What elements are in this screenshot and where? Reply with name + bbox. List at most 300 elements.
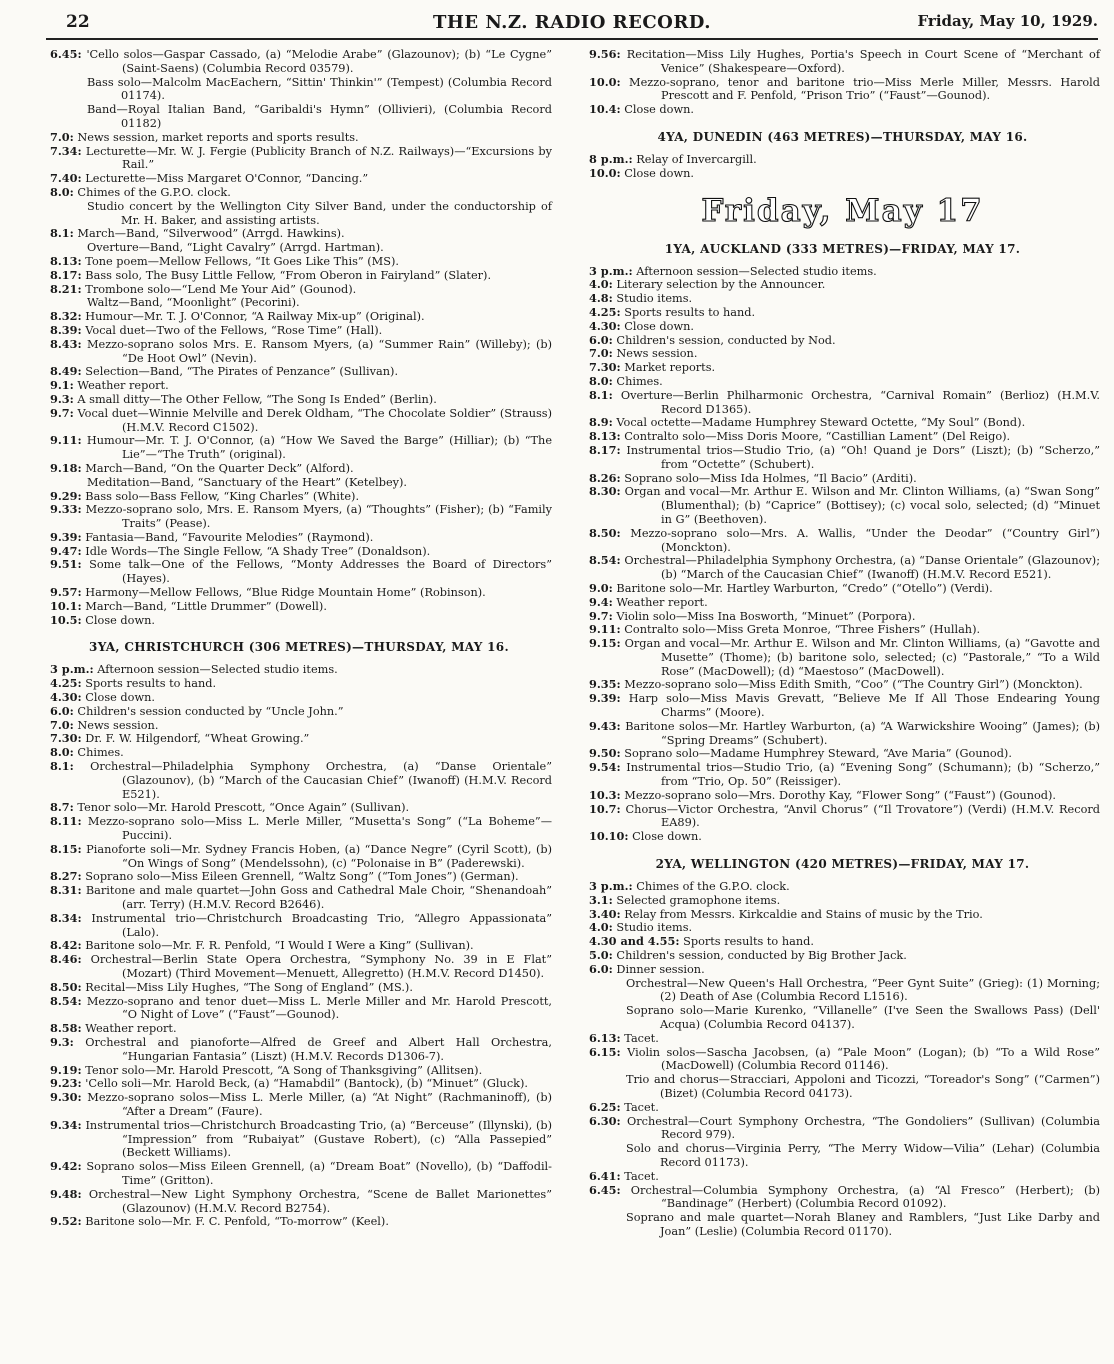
programme-time: 6.30: — [589, 1113, 621, 1128]
page-header — [46, 8, 1098, 40]
programme-time: 8.11: — [50, 814, 82, 829]
programme-text: Trombone solo—“Lend Me Your Aid” (Gounod). — [85, 282, 357, 296]
programme-time: 8.50: — [50, 979, 82, 994]
programme-item — [585, 347, 1100, 361]
programme-text: Mezzo-soprano, tenor and baritone trio—Miss Merle Miller, Messrs. Harold Prescott and F. Penfold, “Prison Trio” (“Faust”—Gounod). — [629, 75, 1100, 103]
programme-time: 8.58: — [50, 1021, 82, 1036]
programme-text: Orchestral—Court Symphony Orchestra, “The Gondoliers” (Sullivan) (Columbia Record 979). — [627, 1114, 1100, 1142]
programme-item — [585, 485, 1100, 526]
programme-item — [585, 265, 1100, 279]
programme-text: Studio concert by the Wellington City Silver Band, under the conductorship of Mr. H. Baker, and assisting artists. — [87, 199, 552, 227]
programme-item — [46, 705, 552, 719]
programme-text: Close down. — [624, 103, 694, 117]
programme-time: 9.0: — [589, 580, 613, 595]
programme-text: Tenor solo—Mr. Harold Prescott, “A Song of Thanksgiving” (Allitsen). — [85, 1063, 483, 1077]
programme-text: Tenor solo—Mr. Harold Prescott, “Once Again” (Sullivan). — [77, 801, 410, 815]
programme-time: 10.10: — [589, 829, 629, 844]
programme-item — [585, 1170, 1100, 1184]
programme-time: 8.39: — [50, 322, 82, 337]
programme-item — [585, 1046, 1100, 1074]
programme-text: Vocal octette—Madame Humphrey Steward Octette, “My Soul” (Bond). — [616, 416, 1026, 430]
programme-time: 9.19: — [50, 1062, 82, 1077]
programme-item — [46, 815, 552, 843]
programme-text: Harp solo—Miss Mavis Grevatt, “Believe Me If All Those Endearing Young Charms” (Moore). — [628, 692, 1101, 720]
programme-text: Selected gramophone items. — [616, 893, 781, 907]
left-column — [46, 48, 552, 1229]
programme-item — [46, 200, 552, 228]
programme-time: 9.15: — [589, 636, 621, 651]
programme-time: 3.40: — [589, 906, 621, 921]
programme-time: 8.7: — [50, 800, 74, 815]
programme-time: 9.48: — [50, 1186, 82, 1201]
issue-date: Friday, May 10, 1929. — [917, 12, 1098, 30]
programme-time: 4.30: — [589, 318, 621, 333]
programme-item — [585, 554, 1100, 582]
programme-time: 10.0: — [589, 165, 621, 180]
programme-time: 8.42: — [50, 938, 82, 953]
programme-text: Baritone solo—Mr. F. C. Penfold, “To-morrow” (Keel). — [85, 1215, 389, 1229]
programme-time: 8.13: — [589, 429, 621, 444]
programme-time: 4.25: — [589, 304, 621, 319]
programme-item — [46, 269, 552, 283]
programme-text: Relay of Invercargill. — [636, 152, 757, 166]
programme-text: Soprano and male quartet—Norah Blaney and Ramblers, “Just Like Darby and Joan” (Leslie) (Columbia Record 01170). — [626, 1211, 1100, 1238]
programme-text: Soprano solo—Marie Kurenko, “Villanelle” (I've Seen the Swallows Pass) (Dell' Acqua) (Columbia Record 04137). — [626, 1004, 1100, 1032]
programme-item — [585, 963, 1100, 977]
programme-time: 8.1: — [589, 387, 613, 402]
programme-text: Tacet. — [624, 1169, 659, 1183]
programme-item — [46, 732, 552, 746]
programme-text: Soprano solo—Miss Eileen Grennell, “Waltz Song” (“Tom Jones”) (German). — [85, 870, 519, 884]
programme-text: Overture—Berlin Philharmonic Orchestra, “Carnival Romain” (Berlioz) (H.M.V. Record D1365). — [620, 388, 1100, 416]
programme-time: 4.30 and 4.55: — [589, 934, 680, 949]
programme-item — [585, 472, 1100, 486]
programme-text: Recital—Miss Lily Hughes, “The Song of England” (MS.). — [85, 980, 413, 994]
programme-item — [585, 596, 1100, 610]
programme-time: 9.42: — [50, 1159, 82, 1174]
programme-text: Trio and chorus—Stracciari, Appoloni and Ticozzi, “Toreador's Song” (“Carmen”) (Bizet) (Columbia Record 04173). — [626, 1073, 1100, 1100]
programme-item — [585, 1142, 1100, 1170]
programme-text: Vocal duet—Two of the Fellows, “Rose Time” (Hall). — [85, 323, 383, 337]
programme-time: 8.21: — [50, 281, 82, 296]
programme-time: 8.0: — [589, 373, 613, 388]
programme-time: 8.9: — [589, 415, 613, 430]
programme-text: Close down. — [85, 613, 155, 627]
programme-text: Baritone solo—Mr. F. R. Penfold, “I Would I Were a King” (Sullivan). — [85, 939, 474, 953]
programme-item — [585, 527, 1100, 555]
programme-item — [46, 1188, 552, 1216]
programme-text: Orchestral—Columbia Symphony Orchestra, (a) “Al Fresco” (Herbert); (b) “Bandinage” (Herbert) (Columbia Record 01092). — [630, 1183, 1100, 1211]
programme-text: Instrumental trio—Christchurch Broadcasting Trio, “Allegro Appassionata” (Lalo). — [91, 911, 552, 939]
programme-text: Solo and chorus—Virginia Perry, “The Merry Widow—Vilia” (Lehar) (Columbia Record 01173). — [626, 1142, 1100, 1169]
programme-item — [585, 278, 1100, 292]
programme-item — [46, 545, 552, 559]
programme-item — [46, 558, 552, 586]
programme-text: Close down. — [85, 691, 155, 705]
programme-item — [46, 953, 552, 981]
programme-time: 6.0: — [50, 703, 74, 718]
programme-text: Children's session conducted by “Uncle John.” — [77, 704, 344, 718]
programme-text: Orchestral—Berlin State Opera Orchestra, “Symphony No. 39 in E Flat” (Mozart) (Third Movement—Menuett, Allegretto) (H.M.V. Record D1450). — [90, 953, 552, 980]
programme-time: 9.30: — [50, 1090, 82, 1105]
programme-text: Tone poem—Mellow Fellows, “It Goes Like This” (MS). — [85, 254, 399, 268]
programme-item — [46, 614, 552, 628]
programme-time: 9.4: — [589, 594, 613, 609]
programme-text: Children's session, conducted by Big Brother Jack. — [616, 949, 907, 963]
programme-item — [585, 610, 1100, 624]
programme-time: 8.27: — [50, 869, 82, 884]
programme-item — [585, 678, 1100, 692]
programme-item — [46, 995, 552, 1023]
page-number: 22 — [66, 12, 90, 32]
programme-text: Dr. F. W. Hilgendorf, “Wheat Growing.” — [85, 732, 310, 746]
programme-text: Fantasia—Band, “Favourite Melodies” (Raymond). — [85, 530, 374, 544]
programme-text: Lecturette—Miss Margaret O'Connor, “Dancing.” — [85, 172, 369, 186]
programme-time: 9.50: — [589, 746, 621, 761]
programme-text: Afternoon session—Selected studio items. — [97, 663, 338, 677]
programme-text: Meditation—Band, “Sanctuary of the Heart” (Ketelbey). — [87, 475, 408, 489]
programme-text: Orchestral—New Light Symphony Orchestra, “Scene de Ballet Marionettes” (Glazounov) (H.M.V. Record B2754). — [88, 1187, 552, 1215]
programme-item — [585, 803, 1100, 831]
programme-time: 10.3: — [589, 787, 621, 802]
programme-text: A small ditty—The Other Fellow, “The Song Is Ended” (Berlin). — [77, 392, 437, 406]
programme-time: 9.3: — [50, 391, 74, 406]
programme-item — [46, 870, 552, 884]
programme-time: 9.11: — [50, 433, 82, 448]
programme-item — [46, 131, 552, 145]
programme-time: 10.7: — [589, 801, 621, 816]
programme-text: 'Cello solos—Gaspar Cassado, (a) “Melodie Arabe” (Glazounov); (b) “Le Cygne” (Saint-Saens) (Columbia Record 03579). — [86, 48, 552, 75]
programme-text: Baritone solo—Mr. Hartley Warburton, “Credo” (“Otello”) (Verdi). — [616, 581, 993, 595]
programme-item — [585, 416, 1100, 430]
programme-text: Bass solo—Bass Fellow, “King Charles” (White). — [85, 489, 360, 503]
programme-time: 8.17: — [50, 267, 82, 282]
programme-item — [585, 48, 1100, 76]
programme-item — [585, 1184, 1100, 1212]
programme-time: 8.1: — [50, 226, 74, 241]
programme-item — [46, 746, 552, 760]
programme-time: 9.3: — [50, 1034, 74, 1049]
programme-item — [585, 692, 1100, 720]
programme-time: 8.17: — [589, 442, 621, 457]
programme-time: 8.54: — [589, 553, 621, 568]
programme-text: Afternoon session—Selected studio items. — [636, 264, 877, 278]
programme-text: Mezzo-soprano solos—Miss L. Merle Miller, (a) “At Night” (Rachmaninoff), (b) “After a Dream” (Faure). — [87, 1091, 552, 1118]
programme-time: 6.45: — [589, 1182, 621, 1197]
programme-item — [46, 1064, 552, 1078]
programme-item — [585, 880, 1100, 894]
programme-item — [585, 292, 1100, 306]
programme-item — [46, 476, 552, 490]
programme-item — [46, 843, 552, 871]
programme-time: 9.39: — [589, 691, 621, 706]
programme-time: 7.0: — [50, 129, 74, 144]
programme-item — [46, 48, 552, 76]
programme-text: Organ and vocal—Mr. Arthur E. Wilson and Mr. Clinton Williams, (a) “Gavotte and Musette” (Thome); (b) baritone solo, selected; (c) “Pastorale,” “To a Wild Rose” (MacDowell); (d) “Maestoso” (MacDowell). — [624, 637, 1100, 678]
programme-item — [585, 103, 1100, 117]
programme-time: 10.1: — [50, 598, 82, 613]
programme-time: 9.39: — [50, 529, 82, 544]
programme-text: Mezzo-soprano solos Mrs. E. Ransom Myers, (a) “Summer Rain” (Willeby); (b) “De Hoot Owl” (Nevin). — [86, 337, 552, 365]
programme-time: 7.30: — [50, 731, 82, 746]
programme-text: News session. — [616, 347, 698, 361]
programme-time: 8.1: — [50, 759, 74, 774]
programme-time: 8.49: — [50, 364, 82, 379]
programme-text: Orchestral—Philadelphia Symphony Orchestra, (a) “Danse Orientale” (Glazounov), (b) “March of the Caucasian Chief” (Iwanoff) (H.M.V. Record E521). — [90, 760, 552, 801]
programme-item — [585, 1211, 1100, 1239]
programme-text: News session, market reports and sports results. — [77, 130, 359, 144]
programme-time: 8.26: — [589, 470, 621, 485]
programme-time: 8.50: — [589, 525, 621, 540]
programme-item — [46, 1091, 552, 1119]
right-column — [585, 48, 1100, 1239]
programme-time: 6.0: — [589, 961, 613, 976]
programme-time: 8 p.m.: — [589, 151, 633, 166]
programme-time: 8.34: — [50, 910, 82, 925]
programme-time: 9.29: — [50, 488, 82, 503]
programme-time: 6.13: — [589, 1030, 621, 1045]
programme-text: Band—Royal Italian Band, “Garibaldi's Hymn” (Ollivieri), (Columbia Record 01182) — [87, 103, 552, 130]
programme-time: 9.56: — [589, 47, 621, 61]
programme-item — [46, 255, 552, 269]
programme-text: Some talk—One of the Fellows, “Monty Addresses the Board of Directors” (Hayes). — [89, 558, 552, 586]
programme-text: News session. — [77, 718, 159, 732]
programme-item — [585, 977, 1100, 1005]
programme-time: 8.15: — [50, 841, 82, 856]
programme-time: 9.34: — [50, 1117, 82, 1132]
programme-text: Weather report. — [85, 1022, 177, 1036]
programme-item — [46, 434, 552, 462]
programme-time: 8.43: — [50, 336, 82, 351]
programme-time: 9.35: — [589, 677, 621, 692]
programme-item — [585, 761, 1100, 789]
programme-time: 9.18: — [50, 460, 82, 475]
programme-text: Mezzo-soprano solo—Miss Edith Smith, “Coo” (“The Country Girl”) (Monckton). — [624, 678, 1083, 692]
programme-text: Contralto solo—Miss Greta Monroe, “Three Fishers” (Hullah). — [624, 623, 981, 637]
programme-time: 4.0: — [589, 277, 613, 292]
programme-text: Soprano solo—Madame Humphrey Steward, “Ave Maria” (Gounod). — [624, 747, 1012, 761]
programme-text: Overture—Band, “Light Cavalry” (Arrgd. Hartman). — [87, 241, 384, 255]
programme-text: Instrumental trios—Studio Trio, (a) “Oh! Quand je Dors” (Liszt); (b) “Scherzo,” from “Octette” (Schubert). — [626, 443, 1101, 471]
programme-item — [585, 1073, 1100, 1101]
programme-time: 9.51: — [50, 557, 82, 572]
programme-time: 8.13: — [50, 253, 82, 268]
programme-item — [585, 320, 1100, 334]
programme-item — [585, 1004, 1100, 1032]
programme-item — [585, 921, 1100, 935]
programme-text: Sports results to hand. — [683, 935, 814, 949]
programme-item — [585, 153, 1100, 167]
programme-time: 9.54: — [589, 760, 621, 775]
programme-text: Violin solos—Sascha Jacobsen, (a) “Pale Moon” (Logan); (b) “To a Wild Rose” (MacDowell) (Columbia Record 01146). — [627, 1045, 1101, 1073]
programme-text: Lecturette—Mr. W. J. Fergie (Publicity Branch of N.Z. Railways)—“Excursions by Rail.” — [85, 144, 552, 172]
programme-item — [585, 334, 1100, 348]
programme-time: 9.47: — [50, 543, 82, 558]
programme-item — [46, 241, 552, 255]
programme-item — [585, 894, 1100, 908]
programme-time: 9.43: — [589, 718, 621, 733]
programme-text: Instrumental trios—Studio Trio, (a) “Evening Song” (Schumann); (b) “Scherzo,” from “Trio, Op. 50” (Reissiger). — [626, 761, 1101, 789]
programme-time: 9.52: — [50, 1214, 82, 1229]
programme-text: March—Band, “Little Drummer” (Dowell). — [85, 599, 327, 613]
programme-time: 3.1: — [589, 892, 613, 907]
programme-time: 7.0: — [50, 717, 74, 732]
programme-item — [585, 306, 1100, 320]
programme-item — [585, 444, 1100, 472]
programme-text: Selection—Band, “The Pirates of Penzance” (Sullivan). — [85, 365, 399, 379]
station-heading: 1YA, AUCKLAND (333 METRES)—FRIDAY, MAY 17. — [664, 241, 1021, 256]
programme-item — [46, 1036, 552, 1064]
programme-text: Chimes. — [77, 746, 124, 760]
programme-text: Market reports. — [624, 361, 716, 375]
programme-text: Close down. — [624, 319, 694, 333]
programme-text: Baritone and male quartet—John Goss and Cathedral Male Choir, “Shenandoah” (arr. Terry) (H.M.V. Record B2646). — [85, 884, 552, 912]
masthead: THE N.Z. RADIO RECORD. — [432, 12, 712, 33]
programme-item — [585, 361, 1100, 375]
programme-time: 4.0: — [589, 920, 613, 935]
programme-time: 9.7: — [50, 405, 74, 420]
programme-item — [46, 801, 552, 815]
programme-item — [46, 324, 552, 338]
programme-item — [585, 389, 1100, 417]
programme-item — [585, 789, 1100, 803]
programme-item — [585, 76, 1100, 104]
programme-item — [585, 582, 1100, 596]
programme-item — [46, 1119, 552, 1160]
programme-text: Studio items. — [616, 921, 693, 935]
programme-text: Pianoforte soli—Mr. Sydney Francis Hoben, (a) “Dance Negre” (Cyril Scott), (b) “On Wings of Song” (Mendelssohn), (c) “Polonaise in B” (Paderewski). — [86, 842, 552, 870]
programme-text: Weather report. — [77, 379, 169, 393]
programme-text: Chimes of the G.P.O. clock. — [77, 185, 231, 199]
programme-item — [46, 884, 552, 912]
programme-text: Tacet. — [624, 1100, 659, 1114]
programme-time: 9.1: — [50, 378, 74, 393]
programme-text: Recitation—Miss Lily Hughes, Portia's Speech in Court Scene of “Merchant of Venice” (Shakespeare—Oxford). — [626, 48, 1101, 75]
programme-item — [585, 167, 1100, 181]
programme-text: Baritone solos—Mr. Hartley Warburton, (a) “A Warwickshire Wooing” (James); (b) “Spring Dreams” (Schubert). — [625, 719, 1100, 747]
programme-time: 4.30: — [50, 690, 82, 705]
programme-item — [46, 600, 552, 614]
programme-item — [46, 677, 552, 691]
programme-text: Close down. — [632, 830, 702, 844]
programme-item — [585, 375, 1100, 389]
programme-item — [46, 462, 552, 476]
programme-item — [46, 1215, 552, 1229]
programme-text: Mezzo-soprano solo—Mrs. Dorothy Kay, “Flower Song” (“Faust”) (Gounod). — [624, 788, 1057, 802]
programme-text: March—Band, “On the Quarter Deck” (Alford). — [85, 461, 354, 475]
programme-time: 3 p.m.: — [589, 879, 633, 894]
programme-item — [46, 939, 552, 953]
programme-text: Weather report. — [616, 595, 708, 609]
programme-item — [46, 981, 552, 995]
programme-item — [46, 296, 552, 310]
programme-text: Violin solo—Miss Ina Bosworth, “Minuet” (Porpora). — [616, 609, 916, 623]
programme-text: Chimes of the G.P.O. clock. — [636, 880, 790, 894]
programme-time: 7.0: — [589, 346, 613, 361]
programme-item — [46, 338, 552, 366]
programme-item — [585, 830, 1100, 844]
programme-time: 8.0: — [50, 184, 74, 199]
programme-item — [46, 1160, 552, 1188]
programme-item — [585, 637, 1100, 678]
programme-time: 8.54: — [50, 993, 82, 1008]
station-heading: 2YA, WELLINGTON (420 METRES)—FRIDAY, MAY 17. — [655, 857, 1030, 872]
programme-text: Soprano solo—Miss Ida Holmes, “Il Bacio” (Arditi). — [624, 471, 917, 485]
programme-item — [46, 145, 552, 173]
programme-text: Mezzo-soprano and tenor duet—Miss L. Merle Miller and Mr. Harold Prescott, “O Night of Love” (“Faust”—Gounod). — [86, 994, 552, 1022]
programme-text: Humour—Mr. T. J. O'Connor, “A Railway Mix-up” (Original). — [85, 310, 425, 324]
programme-time: 8.46: — [50, 952, 82, 967]
programme-text: Instrumental trios—Christchurch Broadcasting Trio, (a) “Berceuse” (Illynski), (b) “Impression” from “Rubaiyat” (Gustave Robert), (c) “Alla Passepied” (Beckett Williams). — [85, 1118, 553, 1160]
programme-item — [46, 310, 552, 324]
programme-time: 6.15: — [589, 1044, 621, 1059]
programme-text: Organ and vocal—Mr. Arthur E. Wilson and Mr. Clinton Williams, (a) “Swan Song” (Blumenthal); (b) “Caprice” (Bottisey); (c) vocal solo, selected; (d) “Minuet in G” (Beethoven). — [624, 485, 1100, 526]
programme-item — [46, 172, 552, 186]
programme-text: Chimes. — [616, 374, 663, 388]
programme-time: 9.33: — [50, 502, 82, 517]
programme-text: Orchestral—New Queen's Hall Orchestra, “Peer Gynt Suite” (Grieg): (1) Morning; (2) Death of Ase (Columbia Record L1516). — [626, 976, 1100, 1004]
programme-item — [585, 1115, 1100, 1143]
programme-item — [585, 430, 1100, 444]
programme-item — [46, 283, 552, 297]
programme-time: 6.25: — [589, 1099, 621, 1114]
programme-text: Idle Words—The Single Fellow, “A Shady Tree” (Donaldson). — [85, 544, 431, 558]
programme-text: Contralto solo—Miss Doris Moore, “Castillian Lament” (Del Reigo). — [624, 430, 1011, 444]
programme-time: 5.0: — [589, 948, 613, 963]
programme-time: 6.41: — [589, 1168, 621, 1183]
programme-item — [46, 760, 552, 801]
programme-time: 6.0: — [589, 332, 613, 347]
programme-text: Tacet. — [624, 1031, 659, 1045]
programme-item — [585, 1032, 1100, 1046]
programme-time: 8.31: — [50, 883, 82, 898]
programme-item — [585, 935, 1100, 949]
programme-text: Mezzo-soprano solo—Miss L. Merle Miller, “Musetta's Song” (“La Boheme”—Puccini). — [87, 815, 552, 843]
programme-time: 8.32: — [50, 309, 82, 324]
programme-time: 10.5: — [50, 612, 82, 627]
programme-time: 9.57: — [50, 585, 82, 600]
station-heading: 3YA, CHRISTCHURCH (306 METRES)—THURSDAY, MAY 16. — [89, 640, 509, 655]
programme-time: 3 p.m.: — [50, 662, 94, 677]
programme-item — [46, 1022, 552, 1036]
programme-time: 8.30: — [589, 484, 621, 499]
programme-time: 10.4: — [589, 102, 621, 117]
programme-text: Mezzo-soprano solo, Mrs. E. Ransom Myers, (a) “Thoughts” (Fisher); (b) “Family Traits” (Pease). — [85, 503, 553, 531]
programme-text: Sports results to hand. — [624, 305, 756, 319]
programme-item — [46, 531, 552, 545]
programme-item — [46, 365, 552, 379]
programme-time: 3 p.m.: — [589, 263, 633, 278]
programme-time: 7.34: — [50, 143, 82, 158]
programme-time: 9.7: — [589, 608, 613, 623]
programme-item — [585, 720, 1100, 748]
programme-text: Studio items. — [616, 292, 693, 306]
programme-item — [46, 663, 552, 677]
programme-item — [585, 949, 1100, 963]
programme-text: 'Cello soli—Mr. Harold Beck, (a) “Hamabdil” (Bantock), (b) “Minuet” (Gluck). — [85, 1077, 528, 1091]
programme-item — [46, 103, 552, 131]
programme-item — [46, 407, 552, 435]
programme-time: 7.30: — [589, 360, 621, 375]
programme-text: Literary selection by the Announcer. — [616, 278, 826, 292]
programme-time: 10.0: — [589, 74, 621, 89]
programme-time: 4.8: — [589, 291, 613, 306]
programme-text: Sports results to hand. — [85, 677, 217, 691]
programme-item — [46, 186, 552, 200]
programme-text: Orchestral—Philadelphia Symphony Orchestra, (a) “Danse Orientale” (Glazounov); (b) “March of the Caucasian Chief” (Iwanoff) (H.M.V. Record E521). — [624, 554, 1100, 582]
programme-text: Close down. — [624, 166, 694, 180]
programme-text: Bass solo—Malcolm MacEachern, “Sittin' Thinkin'” (Tempest) (Columbia Record 01174). — [87, 75, 552, 103]
